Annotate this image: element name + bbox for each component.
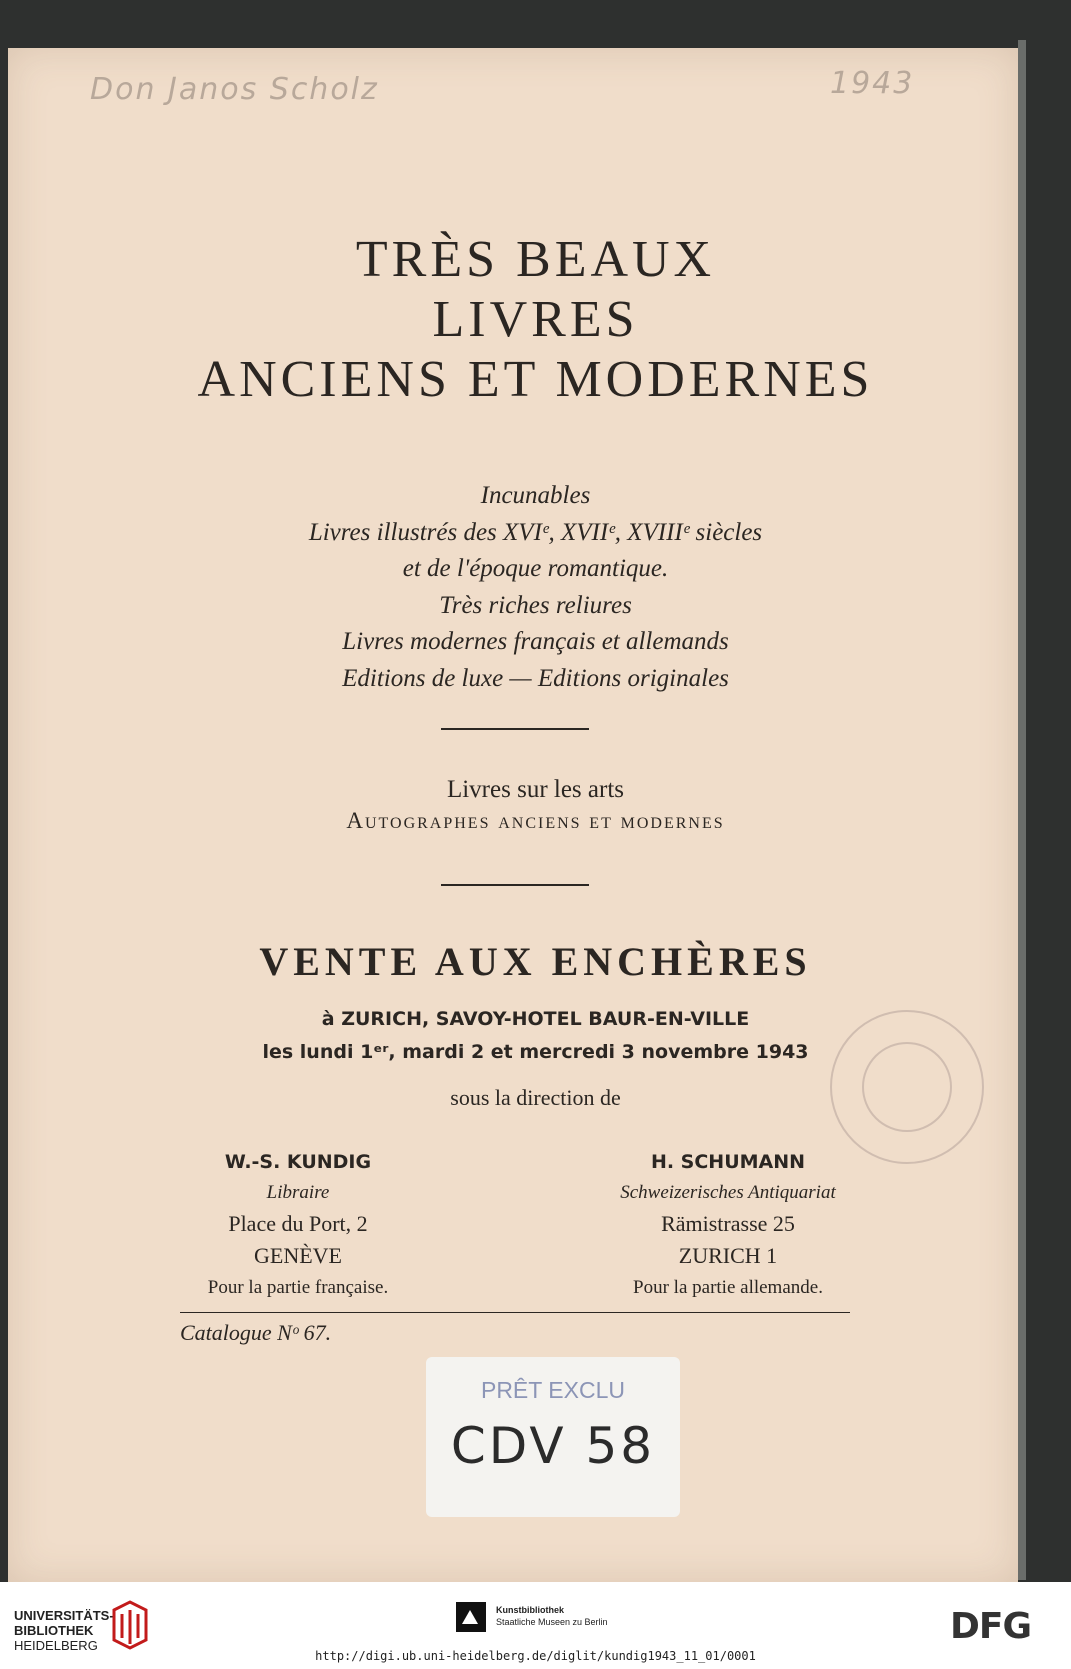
title-line-3: ANCIENS ET MODERNES: [197, 351, 874, 408]
library-seal-stamp: [830, 1010, 984, 1164]
category-item: Incunables: [480, 482, 591, 509]
pencil-inscription-name: Don Janos Scholz: [90, 72, 379, 107]
category-item: Très riches reliures: [439, 591, 632, 619]
title-line-1: TRÈS BEAUX: [355, 231, 716, 288]
divider-rule: [441, 728, 589, 730]
dealer-note: Pour la partie française.: [207, 1277, 389, 1298]
university-logo-icon: [110, 1600, 150, 1650]
dealer-name: W.-S. KUNDIG: [224, 1151, 372, 1173]
dealer-address: Rämistrasse 25: [661, 1211, 795, 1236]
dealer-address: Place du Port, 2: [228, 1211, 368, 1236]
dfg-logo: DFG: [950, 1606, 1032, 1647]
dealer-name: H. SCHUMANN: [650, 1151, 806, 1173]
dealer-schumann: [548, 1146, 908, 1304]
uni-line-1: UNIVERSITÄTS-: [14, 1608, 114, 1623]
kunstbibliothek-logo-icon: [456, 1602, 486, 1632]
source-url[interactable]: http://digi.ub.uni-heidelberg.de/diglit/kundig1943_11_01/0001: [315, 1649, 756, 1663]
uni-line-2: BIBLIOTHEK: [14, 1623, 94, 1638]
autographes-line: Autographes anciens et modernes: [346, 808, 725, 833]
dealer-note: Pour la partie allemande.: [633, 1277, 823, 1298]
dealer-role: Schweizerisches Antiquariat: [620, 1182, 836, 1203]
title-block: [0, 230, 1071, 410]
dealer-city: GENÈVE: [254, 1243, 342, 1268]
pencil-inscription-year: 1943: [830, 66, 915, 101]
dealer-role: Libraire: [266, 1182, 330, 1203]
uni-line-3: HEIDELBERG: [14, 1638, 98, 1653]
divider-rule: [441, 884, 589, 886]
category-item: Livres illustrés des XVIᵉ, XVIIᵉ, XVIIIᵉ siècles: [308, 518, 763, 546]
dealer-kundig: [118, 1146, 478, 1304]
shelfmark: CDV 58: [450, 1417, 656, 1475]
title-line-2: LIVRES: [432, 291, 639, 348]
university-library-text: [14, 1608, 114, 1653]
category-list: [0, 478, 1071, 697]
auction-place: à ZURICH, SAVOY-HOTEL BAUR-EN-VILLE: [321, 1008, 750, 1030]
digitization-footer: [0, 1582, 1071, 1669]
bottom-rule: [180, 1312, 850, 1313]
dealer-city: ZURICH 1: [678, 1243, 778, 1268]
category-item: Editions de luxe — Editions originales: [342, 664, 729, 692]
shelf-label: [426, 1357, 680, 1517]
catalogue-number: Catalogue Nᵒ 67.: [180, 1320, 332, 1345]
direction-label: sous la direction de: [450, 1085, 621, 1110]
loan-stamp: PRÊT EXCLU: [480, 1377, 625, 1403]
kb-line-1: Kunstbibliothek: [496, 1605, 564, 1615]
kunstbibliothek-text: [496, 1604, 608, 1628]
arts-line: Livres sur les arts: [446, 776, 625, 803]
auction-title: VENTE AUX ENCHÈRES: [259, 939, 812, 984]
kb-line-2: Staatliche Museen zu Berlin: [496, 1617, 608, 1627]
category-item: Livres modernes français et allemands: [342, 628, 729, 655]
arts-block: [0, 772, 1071, 834]
category-item: et de l'époque romantique.: [402, 555, 669, 582]
auction-dates: les lundi 1ᵉʳ, mardi 2 et mercredi 3 novembre 1943: [262, 1041, 809, 1063]
